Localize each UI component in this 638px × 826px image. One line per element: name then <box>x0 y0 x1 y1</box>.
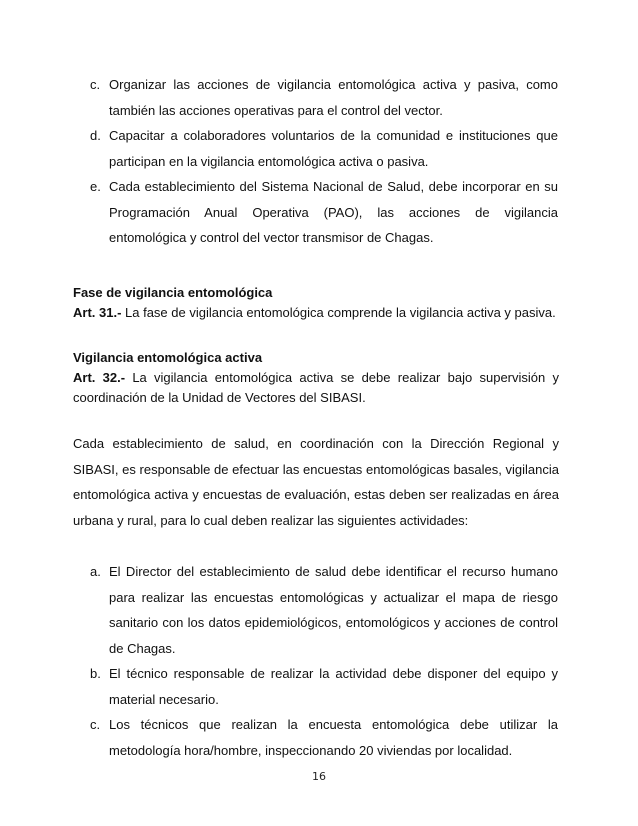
list-item-text: Los técnicos que realizan la encuesta entomológica debe utilizar la metodología hora/hombre, inspeccionando 20 viviendas por localidad. <box>109 717 558 758</box>
article-32 <box>73 368 559 408</box>
list-marker: c. <box>90 717 101 732</box>
list-item-text: Capacitar a colaboradores voluntarios de la comunidad e instituciones que participan en la vigilancia entomológica activa o pasiva. <box>109 128 558 169</box>
section-vigilancia-activa <box>73 348 559 408</box>
list-item-text: Organizar las acciones de vigilancia entomológica activa y pasiva, como también las acciones operativas para el control del vector. <box>109 77 558 118</box>
list-item <box>90 712 558 763</box>
list-item-text: Cada establecimiento del Sistema Nacional de Salud, debe incorporar en su Programación Anual Operativa (PAO), las acciones de vigilancia entomológica y control del vector transmisor de Chagas. <box>109 179 558 245</box>
list-marker: d. <box>90 128 101 143</box>
activities-list <box>90 559 558 763</box>
article-text: La vigilancia entomológica activa se debe realizar bajo supervisión y coordinación de la Unidad de Vectores del SIBASI. <box>73 370 559 405</box>
list-item <box>90 123 558 174</box>
list-marker: c. <box>90 77 101 92</box>
list-marker: b. <box>90 666 101 681</box>
page-number: 16 <box>312 770 326 783</box>
list-item <box>90 174 558 251</box>
top-list <box>90 72 558 251</box>
section-fase-vigilancia <box>73 283 559 323</box>
list-marker: e. <box>90 179 101 194</box>
article-text: La fase de vigilancia entomológica comprende la vigilancia activa y pasiva. <box>121 305 556 320</box>
list-item <box>90 72 558 123</box>
section-heading: Vigilancia entomológica activa <box>73 350 263 365</box>
article-31 <box>73 303 559 323</box>
list-item-text: El Director del establecimiento de salud debe identificar el recurso humano para realizar las encuestas entomológicas y actualizar el mapa de riesgo sanitario con los datos epidemiológicos, entomológicos y acciones de control de Chagas. <box>109 564 558 656</box>
list-item <box>90 559 558 661</box>
section-heading: Fase de vigilancia entomológica <box>73 285 273 300</box>
list-item <box>90 661 558 712</box>
body-paragraph <box>73 431 559 533</box>
list-marker: a. <box>90 564 101 579</box>
list-item-text: El técnico responsable de realizar la actividad debe disponer del equipo y material necesario. <box>109 666 558 707</box>
paragraph-text: Cada establecimiento de salud, en coordinación con la Dirección Regional y SIBASI, es responsable de efectuar las encuestas entomológicas basales, vigilancia entomológica activa y encuestas de evaluación, estas deben ser realizadas en área urbana y rural, para lo cual deben realizar las siguientes actividades: <box>73 436 559 528</box>
article-label: Art. 32.- <box>73 370 126 385</box>
article-label: Art. 31.- <box>73 305 122 320</box>
